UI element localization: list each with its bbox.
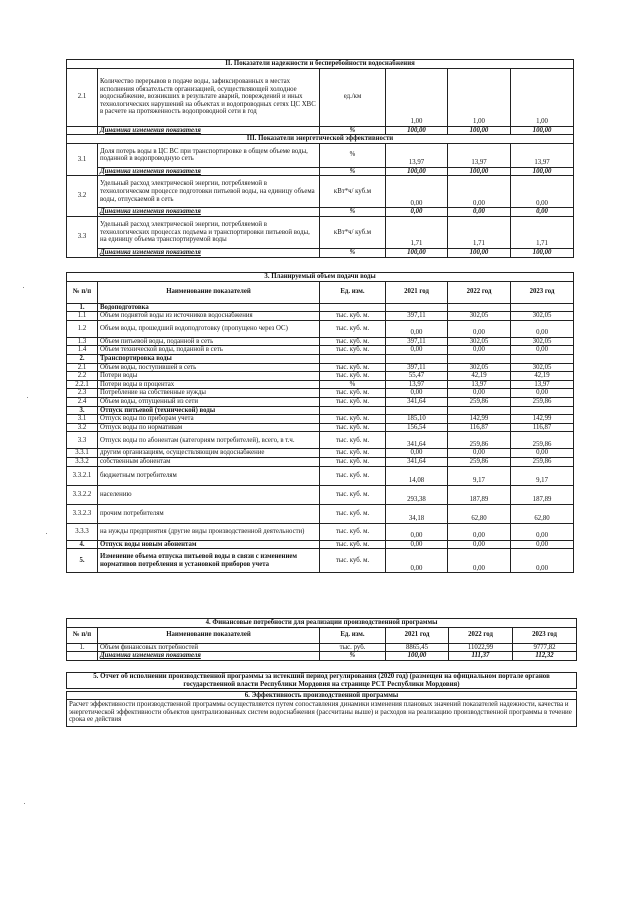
indicator-name: Водоподготовка [98, 303, 320, 312]
reliability-energy-table [66, 59, 574, 258]
section-row [67, 303, 574, 312]
unit-cell: % [320, 380, 386, 389]
value-2023: 62,80 [511, 504, 574, 523]
unit-cell: тыс. куб. м. [320, 540, 386, 549]
value-2023 [511, 354, 574, 363]
indicator-name: Изменение объема отпуска питьевой воды в связи с изменением нормативов потребления и установкой приборов учета [98, 549, 320, 573]
value-2021: 397,11 [386, 363, 448, 372]
value-2022: 9,17 [448, 466, 511, 485]
finance-header-row [67, 627, 577, 643]
value-2023: 0,00 [511, 523, 574, 540]
table-row [67, 380, 574, 389]
value-2022: 0,00 [448, 549, 511, 573]
value-2022: 100,00 [448, 167, 511, 176]
unit-cell: тыс. куб. м. [320, 457, 386, 466]
unit-cell: тыс. куб. м. [320, 466, 386, 485]
value-2022: 0,00 [448, 523, 511, 540]
value-2022 [448, 354, 511, 363]
row-number: 5. [67, 549, 98, 573]
row-number: 1. [67, 643, 98, 652]
value-2021 [386, 303, 448, 312]
value-2022: 100,00 [448, 248, 511, 257]
unit-cell: тыс. куб. м. [320, 363, 386, 372]
value-2023: 259,86 [511, 432, 574, 449]
scan-speck [27, 397, 28, 398]
indicator-name: Объем питьевой воды, поданной в сеть [98, 337, 320, 346]
value-2022: 259,86 [448, 397, 511, 406]
report-section-title: 5. Отчет об исполнении производственной программы за истекший период регулирования (2020 год) (размещен на официальном портале органов государственной власти Республики Мордовия на странице РСТ Республики Мордовия) [66, 672, 577, 689]
unit-cell: тыс. куб. м. [320, 346, 386, 355]
row-number: 3.2 [67, 423, 98, 432]
efficiency-title: 6. Эффективность производственной программы [66, 691, 577, 700]
unit-cell [320, 303, 386, 312]
value-2023: 302,05 [511, 363, 574, 372]
table-row [67, 415, 574, 424]
value-2021: 293,38 [386, 485, 448, 504]
table-row [67, 68, 574, 126]
unit-cell: тыс. руб. [320, 643, 386, 652]
table-row [67, 176, 574, 208]
table-row [67, 485, 574, 504]
header-2023: 2023 год [511, 281, 574, 303]
dynamics-row [67, 652, 577, 661]
empty-cell [67, 652, 98, 661]
indicator-name: бюджетным потребителям [98, 466, 320, 485]
value-2023: 100,00 [511, 248, 574, 257]
finance-title: 4. Финансовые потребности для реализации производственной программы [67, 619, 577, 628]
value-2022: 0,00 [448, 176, 511, 208]
unit-cell: тыс. куб. м. [320, 504, 386, 523]
header-name: Наименование показателей [98, 627, 320, 643]
value-2022: 13,97 [448, 143, 511, 167]
unit-cell: кВт*ч/ куб.м [320, 216, 386, 248]
value-2021: 341,64 [386, 397, 448, 406]
value-2022: 0,00 [448, 449, 511, 458]
volume-title-row [67, 273, 574, 282]
value-2021: 185,10 [386, 415, 448, 424]
section-row [67, 406, 574, 415]
row-number: 3.3.3 [67, 523, 98, 540]
table-row [67, 143, 574, 167]
table-row [67, 363, 574, 372]
value-2021: 8865,45 [386, 643, 449, 652]
section-3-title-row [67, 135, 574, 144]
table-row [67, 216, 574, 248]
dynamics-label: Динамика изменения показателя [98, 126, 320, 135]
header-unit: Ед. изм. [320, 627, 386, 643]
value-2021: 0,00 [386, 549, 448, 573]
row-number: 1.2 [67, 320, 98, 337]
volume-title: 3. Планируемый объем подачи воды [67, 273, 574, 282]
unit-cell: % [320, 143, 386, 167]
table-row [67, 337, 574, 346]
value-2021: 397,11 [386, 312, 448, 321]
unit-cell: % [320, 248, 386, 257]
unit-cell: тыс. куб. м. [320, 337, 386, 346]
value-2023: 116,87 [511, 423, 574, 432]
row-number: 3.3.2.1 [67, 466, 98, 485]
indicator-name: Потери воды [98, 372, 320, 381]
indicator-name: Отпуск воды по нормативам [98, 423, 320, 432]
table-row [67, 320, 574, 337]
value-2021: 13,97 [386, 143, 448, 167]
scan-speck [46, 533, 47, 534]
row-number: 3.3.2.3 [67, 504, 98, 523]
value-2023: 100,00 [511, 126, 574, 135]
value-2021: 100,00 [386, 248, 448, 257]
value-2021: 1,71 [386, 216, 448, 248]
value-2023: 0,00 [511, 449, 574, 458]
unit-cell: тыс. куб. м. [320, 415, 386, 424]
table-row [67, 523, 574, 540]
value-2022: 42,19 [448, 372, 511, 381]
unit-cell [320, 354, 386, 363]
unit-cell: тыс. куб. м. [320, 449, 386, 458]
empty-cell [67, 126, 98, 135]
row-number: 3.3.2 [67, 457, 98, 466]
row-number: 3.2 [67, 176, 98, 217]
value-2022: 302,05 [448, 337, 511, 346]
value-2022: 0,00 [448, 208, 511, 217]
row-number: 2. [67, 354, 98, 363]
indicator-name: Транспортировка воды [98, 354, 320, 363]
value-2023: 0,00 [511, 389, 574, 398]
unit-cell: % [320, 126, 386, 135]
table-row [67, 389, 574, 398]
value-2021: 0,00 [386, 176, 448, 208]
volume-header-row [67, 281, 574, 303]
value-2022 [448, 303, 511, 312]
unit-cell: % [320, 167, 386, 176]
scan-speck [24, 803, 25, 804]
row-number: 3.1 [67, 143, 98, 176]
value-2023: 1,71 [511, 216, 574, 248]
value-2021: 13,97 [386, 380, 448, 389]
unit-cell [320, 406, 386, 415]
value-2021: 341,64 [386, 457, 448, 466]
indicator-name: Отпуск питьевой (технической) воды [98, 406, 320, 415]
header-2022: 2022 год [449, 627, 513, 643]
dynamics-row [67, 126, 574, 135]
unit-cell: тыс. куб. м. [320, 397, 386, 406]
section-2-title: II. Показатели надежности и бесперебойности водоснабжения [67, 60, 574, 69]
value-2021: 0,00 [386, 540, 448, 549]
table-row [67, 346, 574, 355]
row-number: 3.3.1 [67, 449, 98, 458]
section-row [67, 354, 574, 363]
table-row [67, 504, 574, 523]
value-2021: 341,64 [386, 432, 448, 449]
unit-cell: тыс. куб. м. [320, 432, 386, 449]
dynamics-label: Динамика изменения показателя [98, 167, 320, 176]
indicator-name: Объем технической воды, поданной в сеть [98, 346, 320, 355]
table-row [67, 423, 574, 432]
row-number: 3.3 [67, 432, 98, 449]
row-number: 2.3 [67, 389, 98, 398]
table-row [67, 372, 574, 381]
row-number: 4. [67, 540, 98, 549]
dynamics-label: Динамика изменения показателя [98, 248, 320, 257]
indicator-name: Потребление на собственные нужды [98, 389, 320, 398]
value-2023: 42,19 [511, 372, 574, 381]
value-2022: 0,00 [448, 540, 511, 549]
value-2021: 0,00 [386, 346, 448, 355]
value-2022: 259,86 [448, 432, 511, 449]
value-2021: 1,00 [386, 68, 448, 126]
value-2022: 0,00 [448, 389, 511, 398]
indicator-name: Доля потерь воды в ЦС ВС при транспортировке в общем объеме воды, поданной в водопроводную сеть [98, 143, 320, 167]
indicator-name: Удельный расход электрической энергии, потребляемой в технологических процессах подъема и транспортировки питьевой воды, на единицу объема транспортируемой воды [98, 216, 320, 248]
table-row [67, 457, 574, 466]
indicator-name: на нужды предприятия (другие виды производственной деятельности) [98, 523, 320, 540]
unit-cell: тыс. куб. м. [320, 523, 386, 540]
header-2021: 2021 год [386, 627, 449, 643]
value-2022: 259,86 [448, 457, 511, 466]
unit-cell: тыс. куб. м. [320, 389, 386, 398]
value-2023: 302,05 [511, 337, 574, 346]
table-row [67, 432, 574, 449]
value-2021 [386, 354, 448, 363]
unit-cell: тыс. куб. м. [320, 485, 386, 504]
row-number: 3. [67, 406, 98, 415]
value-2021: 100,00 [386, 167, 448, 176]
indicator-name: прочим потребителям [98, 504, 320, 523]
dynamics-row [67, 208, 574, 217]
value-2021 [386, 406, 448, 415]
value-2023 [511, 406, 574, 415]
value-2022: 100,00 [448, 126, 511, 135]
value-2021: 0,00 [386, 523, 448, 540]
row-number: 2.1 [67, 68, 98, 126]
planned-volume-table [66, 272, 574, 573]
unit-cell: тыс. куб. м. [320, 549, 386, 573]
table-row [67, 643, 577, 652]
table-row [67, 466, 574, 485]
value-2021: 0,00 [386, 449, 448, 458]
value-2022: 0,00 [448, 320, 511, 337]
header-num: № п/п [67, 627, 98, 643]
row-number: 1.1 [67, 312, 98, 321]
row-number: 1. [67, 303, 98, 312]
row-number: 3.3 [67, 216, 98, 257]
value-2021: 100,00 [386, 126, 448, 135]
section-3-title: III. Показатели энергетической эффективности [67, 135, 574, 144]
value-2021: 34,18 [386, 504, 448, 523]
value-2022: 62,80 [448, 504, 511, 523]
value-2022: 142,99 [448, 415, 511, 424]
value-2022: 302,05 [448, 312, 511, 321]
finance-title-row [67, 619, 577, 628]
indicator-name: собственным абонентам [98, 457, 320, 466]
value-2022: 302,05 [448, 363, 511, 372]
row-number: 2.2 [67, 372, 98, 381]
unit-cell: % [320, 652, 386, 661]
value-2023: 1,00 [511, 68, 574, 126]
value-2023: 13,97 [511, 380, 574, 389]
indicator-name: Объем воды, отпущенный из сети [98, 397, 320, 406]
dynamics-row [67, 167, 574, 176]
value-2023: 187,89 [511, 485, 574, 504]
value-2023: 0,00 [511, 208, 574, 217]
header-2021: 2021 год [386, 281, 448, 303]
header-name: Наименование показателей [98, 281, 320, 303]
unit-cell: ед./км [320, 68, 386, 126]
indicator-name: Потери воды в процентах [98, 380, 320, 389]
value-2021: 397,11 [386, 337, 448, 346]
scan-speck [23, 287, 24, 288]
table-row [67, 397, 574, 406]
section-2-title-row [67, 60, 574, 69]
value-2023: 0,00 [511, 549, 574, 573]
table-row [67, 312, 574, 321]
indicator-name: Объем поднятой воды из источников водоснабжения [98, 312, 320, 321]
indicator-name: Объем финансовых потребностей [98, 643, 320, 652]
value-2022 [448, 406, 511, 415]
header-num: № п/п [67, 281, 98, 303]
value-2023: 0,00 [511, 176, 574, 208]
value-2023: 142,99 [511, 415, 574, 424]
indicator-name: Количество перерывов в подаче воды, зафиксированных в местах исполнения обязательств организацией, осуществляющей холодное водоснабжение, возникших в результате аварий, повреждений и иных технологических нарушений на объектах и водопроводных сетях ЦС ХВС в расчете на протяженность водопроводной сети в год [98, 68, 320, 126]
value-2023: 302,05 [511, 312, 574, 321]
indicator-name: Отпуск воды по абонентам (категориям потребителей), всего, в т.ч. [98, 432, 320, 449]
value-2022: 1,00 [448, 68, 511, 126]
value-2023: 9,17 [511, 466, 574, 485]
row-number: 3.3.2.2 [67, 485, 98, 504]
indicator-name: другим организациям, осуществляющим водоснабжение [98, 449, 320, 458]
row-number: 2.2.1 [67, 380, 98, 389]
indicator-name: Удельный расход электрической энергии, потребляемой в технологическом процессе подготовки питьевой воды, на единицу объема воды, отпускаемой в сеть [98, 176, 320, 208]
value-2023: 13,97 [511, 143, 574, 167]
row-number: 1.4 [67, 346, 98, 355]
value-2022: 187,89 [448, 485, 511, 504]
value-2021: 14,08 [386, 466, 448, 485]
value-2021: 156,54 [386, 423, 448, 432]
indicator-name: населению [98, 485, 320, 504]
indicator-name: Отпуск воды по приборам учета [98, 415, 320, 424]
row-number: 3.1 [67, 415, 98, 424]
value-2022: 11022,99 [449, 643, 513, 652]
value-2021: 0,00 [386, 208, 448, 217]
value-2021: 0,00 [386, 320, 448, 337]
dynamics-label: Динамика изменения показателя [98, 208, 320, 217]
value-2021: 55,47 [386, 372, 448, 381]
header-2022: 2022 год [448, 281, 511, 303]
unit-cell: тыс. куб. м. [320, 320, 386, 337]
row-number: 2.1 [67, 363, 98, 372]
value-2023: 9777,82 [513, 643, 577, 652]
indicator-name: Объем воды, прошедший водоподготовку (пропущено через ОС) [98, 320, 320, 337]
unit-cell: % [320, 208, 386, 217]
value-2023: 0,00 [511, 540, 574, 549]
value-2023: 0,00 [511, 346, 574, 355]
value-2023: 100,00 [511, 167, 574, 176]
unit-cell: тыс. куб. м. [320, 372, 386, 381]
value-2021: 100,00 [386, 652, 449, 661]
row-number: 1.3 [67, 337, 98, 346]
header-unit: Ед. изм. [320, 281, 386, 303]
value-2023: 259,86 [511, 397, 574, 406]
indicator-name: Отпуск воды новым абонентам [98, 540, 320, 549]
section-row [67, 540, 574, 549]
value-2022: 0,00 [448, 346, 511, 355]
value-2021: 0,00 [386, 389, 448, 398]
finance-table [66, 618, 577, 661]
table-row [67, 449, 574, 458]
value-2022: 116,87 [448, 423, 511, 432]
unit-cell: кВт*ч/ куб.м [320, 176, 386, 208]
header-2023: 2023 год [513, 627, 577, 643]
value-2022: 111,37 [449, 652, 513, 661]
value-2022: 13,97 [448, 380, 511, 389]
dynamics-row [67, 248, 574, 257]
efficiency-text: Расчет эффективности производственной программы осуществляется путем сопоставления динамики изменения плановых значений показателей надежности, качества и энергетической эффективности объектов централизованных систем водоснабжения (рассчитаны выше) и расходов на реализацию производственной программы в течение срока ее действия [66, 699, 577, 727]
indicator-name: Объем воды, поступившей в сеть [98, 363, 320, 372]
unit-cell: тыс. куб. м. [320, 312, 386, 321]
value-2023 [511, 303, 574, 312]
value-2023: 0,00 [511, 320, 574, 337]
value-2023: 259,86 [511, 457, 574, 466]
section-row [67, 549, 574, 573]
value-2022: 1,71 [448, 216, 511, 248]
value-2023: 112,32 [513, 652, 577, 661]
row-number: 2.4 [67, 397, 98, 406]
dynamics-label: Динамика изменения показателя [98, 652, 320, 661]
unit-cell: тыс. куб. м. [320, 423, 386, 432]
